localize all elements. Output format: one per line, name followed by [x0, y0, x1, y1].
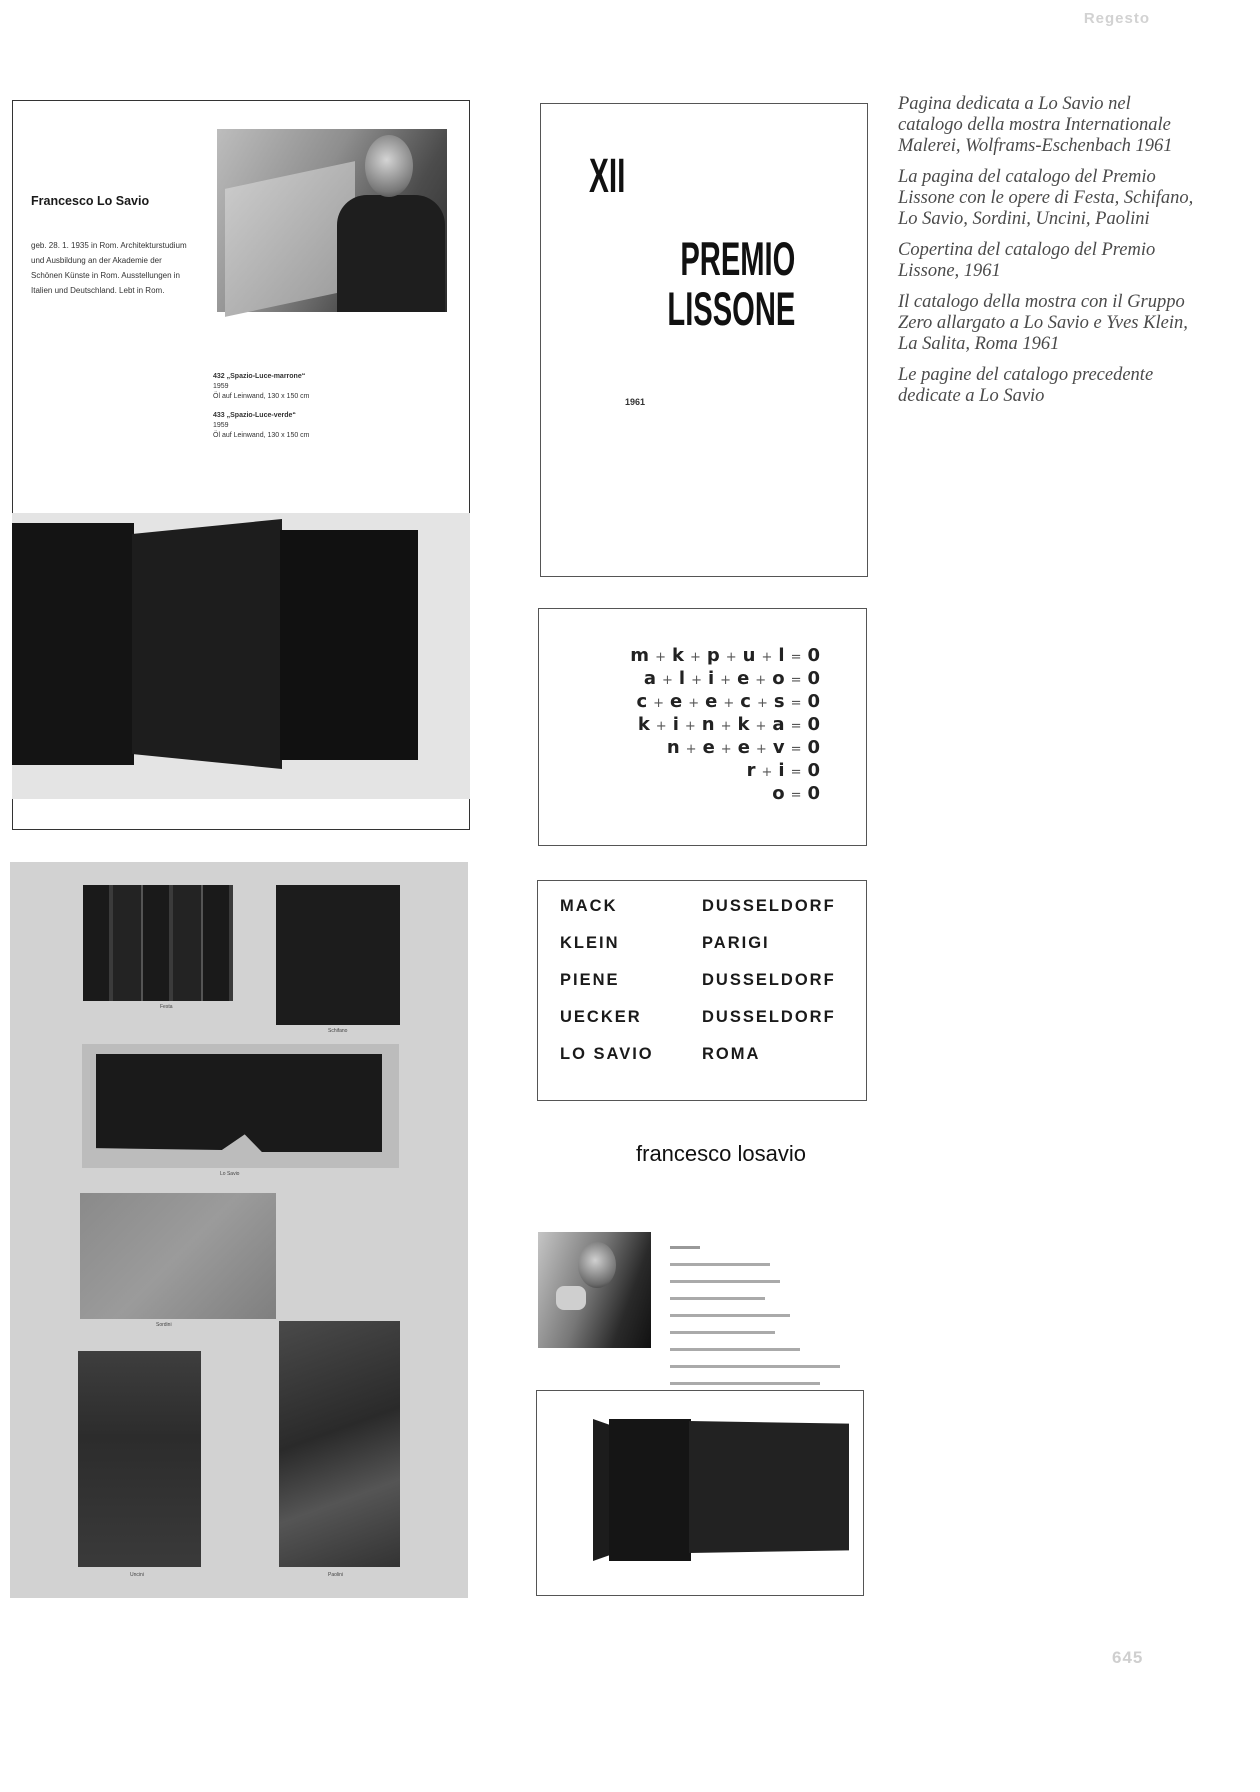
artist-row: KLEIN PARIGI [560, 934, 770, 952]
artwork-paolini [279, 1321, 400, 1567]
artwork-panel [689, 1421, 849, 1553]
artwork-label: Lo Savio [220, 1171, 240, 1177]
caption: La pagina del catalogo del Premio Lissone con le opere di Festa, Schifano, Lo Savio, Sordini, Uncini, Paolini [898, 167, 1194, 229]
artist-row: MACK DUSSELDORF [560, 897, 836, 915]
artwork-photo [12, 513, 470, 799]
artwork-festa [83, 885, 233, 1001]
section-header: Regesto [1083, 10, 1150, 27]
equation-row: m + k + p + u + l = 0 [630, 645, 820, 666]
artist-photo-small [538, 1232, 651, 1348]
caption: Copertina del catalogo del Premio Lissone, 1961 [898, 240, 1156, 281]
equation-row: o = 0 [772, 783, 820, 804]
artist-row: UECKER DUSSELDORF [560, 1008, 836, 1026]
work-technique: Öl auf Leinwand, 130 x 150 cm [213, 393, 310, 400]
work-number: 432 [213, 373, 225, 380]
work-title: „Spazio-Luce-marrone“ [226, 373, 306, 380]
artwork-panel [96, 1054, 382, 1152]
artist-bio: geb. 28. 1. 1935 in Rom. Architekturstudium und Ausbildung an der Akademie der Schönen Künste in Rom. Ausstellungen in Italien und Deutschland. Lebt in Rom. [31, 241, 187, 295]
cover-title-line: PREMIO [680, 232, 795, 285]
artist-photo [217, 129, 447, 312]
caption: Pagina dedicata a Lo Savio nel catalogo della mostra Internationale Malerei, Wolframs-Eschenbach 1961 [898, 94, 1173, 156]
artwork-catalogue-page [536, 1390, 864, 1596]
cover-title-line: LISSONE [667, 282, 795, 335]
equation-row: k + i + n + k + a = 0 [637, 714, 820, 735]
works-list [213, 372, 310, 450]
sheet-shape [225, 161, 355, 317]
artwork-label: Uncini [130, 1572, 144, 1578]
work-entry [213, 411, 310, 441]
page-number: 645 [1112, 1648, 1144, 1667]
artwork-panel [593, 1419, 609, 1561]
francesco-losavio-title: francesco losavio [636, 1141, 806, 1166]
figure-head [578, 1242, 616, 1288]
premio-lissone-cover [540, 103, 868, 577]
caption: Il catalogo della mostra con il Gruppo Zero allargato a Lo Savio e Yves Klein, La Salita, Roma 1961 [898, 292, 1188, 354]
artist-name: Francesco Lo Savio [31, 194, 150, 208]
gruppo-zero-equation-cover [538, 608, 867, 846]
artwork-panel [12, 523, 134, 765]
cover-numeral: XII [589, 150, 626, 203]
artwork-panel [609, 1419, 691, 1561]
artwork-label: Sordini [156, 1322, 172, 1328]
work-year: 1959 [213, 422, 229, 429]
artwork-label: Paolini [328, 1572, 344, 1578]
figure-body [337, 195, 445, 312]
work-entry [213, 372, 310, 402]
catalogue-page-internationale-malerei [12, 100, 470, 830]
figure-hand [556, 1286, 586, 1310]
equation-row: r + i = 0 [746, 760, 820, 781]
artwork-uncini [78, 1351, 201, 1567]
work-technique: Öl auf Leinwand, 130 x 150 cm [213, 432, 310, 439]
premio-lissone-catalogue-page [10, 862, 468, 1598]
artist-row: LO SAVIO ROMA [560, 1045, 761, 1063]
equation-row: n + e + e + v = 0 [666, 737, 820, 758]
equation-row: a + l + i + e + o = 0 [643, 668, 820, 689]
work-number: 433 [213, 412, 225, 419]
artwork-label: Festa [160, 1004, 173, 1010]
artwork-label: Schifano [328, 1028, 348, 1034]
cover-year: 1961 [625, 397, 646, 407]
artwork-schifano [276, 885, 400, 1025]
cover-title [667, 234, 795, 334]
artist-row: PIENE DUSSELDORF [560, 971, 836, 989]
figure-head [365, 135, 413, 197]
caption: Le pagine del catalogo precedente dedicate a Lo Savio [898, 365, 1154, 406]
equation-row: c + e + e + c + s = 0 [636, 691, 820, 712]
artwork-panel [280, 530, 418, 760]
artists-cities-page [537, 880, 867, 1101]
work-year: 1959 [213, 383, 229, 390]
artwork-lo-savio [82, 1044, 399, 1168]
artwork-sordini [80, 1193, 276, 1319]
artwork-panel [132, 519, 282, 769]
work-title: „Spazio-Luce-verde“ [226, 412, 296, 419]
captions-column [898, 94, 1198, 417]
